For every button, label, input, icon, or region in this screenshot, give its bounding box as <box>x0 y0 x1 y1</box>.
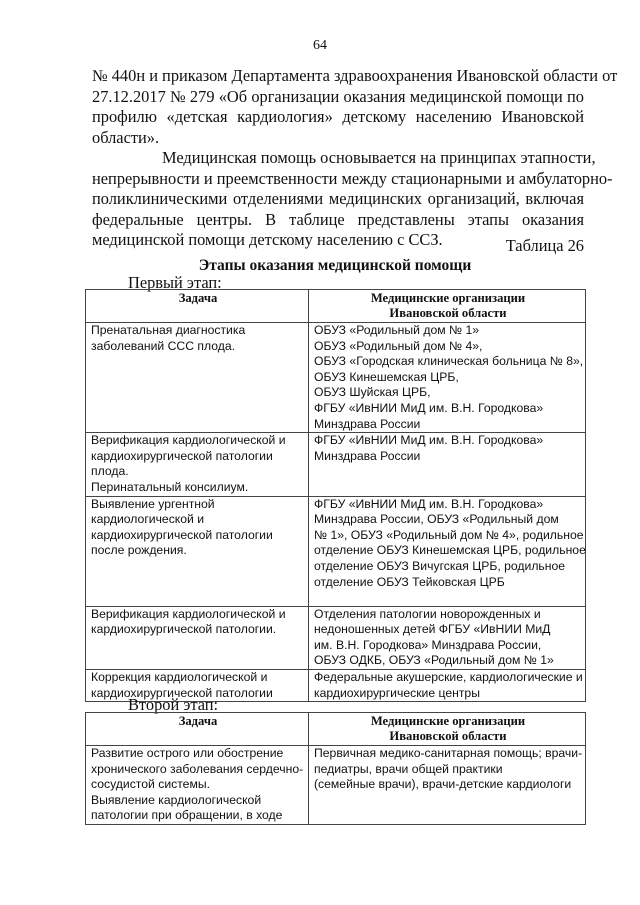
task-cell <box>86 496 309 606</box>
cell-text-line: патологии при обращении, в ходе <box>91 808 283 823</box>
table-row <box>86 746 586 825</box>
table-row <box>86 496 586 606</box>
cell-text-line: хронического заболевания сердечно- <box>91 761 304 776</box>
header-task <box>86 713 309 746</box>
cell-text-line: им. В.Н. Городкова» Минздрава России, <box>314 637 542 652</box>
cell-text-line: недоношенных детей ФГБУ «ИвНИИ МиД <box>314 622 551 637</box>
text-line: федеральные центры. В таблице представлены этапы оказания <box>92 209 584 229</box>
cell-text-line: кардиохирургической патологии. <box>91 622 277 637</box>
header-orgs <box>309 713 586 746</box>
table-header-row <box>86 713 586 746</box>
text-line: непрерывности и преемственности между стационарными и амбулаторно- <box>92 168 613 188</box>
cell-text-line: Выявление ургентной <box>91 496 215 511</box>
header-task <box>86 290 309 323</box>
header-task-label: Задача <box>178 291 218 305</box>
text-line: № 440н и приказом Департамента здравоохранения Ивановской области от <box>92 66 618 85</box>
task-cell <box>86 606 309 669</box>
text-line: поликлиническими отделениями медицинских организаций, включая <box>92 189 584 209</box>
cell-text-line: ФГБУ «ИвНИИ МиД им. В.Н. Городкова» <box>314 433 544 448</box>
cell-text-line: кардиохирургические центры <box>314 685 480 700</box>
cell-text-line: № 1», ОБУЗ «Родильный дом № 4», родильное <box>314 527 584 542</box>
cell-text-line: Верификация кардиологической и <box>91 606 286 621</box>
orgs-cell <box>309 323 586 433</box>
orgs-cell <box>309 670 586 702</box>
table-row <box>86 433 586 496</box>
table-row <box>86 323 586 433</box>
table-number: Таблица 26 <box>505 236 584 255</box>
cell-text-line: ОБУЗ «Родильный дом № 4», <box>314 338 483 353</box>
text-line: 27.12.2017 № 279 «Об организации оказания медицинской помощи по <box>92 86 584 106</box>
paragraph-order-reference <box>92 66 618 148</box>
cell-text-line: Минздрава России <box>314 448 421 463</box>
stage1-label: Первый этап: <box>128 273 222 292</box>
header-orgs-line: Ивановской области <box>389 729 507 743</box>
table-title: Этапы оказания медицинской помощи <box>198 257 472 274</box>
cell-text-line: Коррекция кардиологической и <box>91 670 268 685</box>
cell-text-line: плода. <box>91 464 129 479</box>
cell-text-line: кардиохирургической патологии <box>91 527 273 542</box>
header-orgs-line: Ивановской области <box>389 306 507 320</box>
cell-text-line: Верификация кардиологической и <box>91 433 286 448</box>
cell-text-line: Перинатальный консилиум. <box>91 479 249 494</box>
cell-text-line: ФГБУ «ИвНИИ МиД им. В.Н. Городкова» <box>314 496 544 511</box>
text-line: области». <box>92 127 160 147</box>
cell-text-line: (семейные врачи), врачи-детские кардиологи <box>314 777 572 792</box>
cell-text-line: кардиологической и <box>91 512 205 527</box>
stage2-label: Второй этап: <box>128 695 219 714</box>
cell-text-line: отделение ОБУЗ Тейковская ЦРБ <box>314 574 505 589</box>
stage2-table <box>85 712 586 825</box>
cell-text-line: Федеральные акушерские, кардиологические и <box>314 670 583 685</box>
cell-text-line: отделение ОБУЗ Кинешемская ЦРБ, родильное <box>314 543 586 558</box>
orgs-cell <box>309 433 586 496</box>
cell-text-line: ОБУЗ «Родильный дом № 1» <box>314 323 480 337</box>
orgs-cell <box>309 746 586 825</box>
table-header-row <box>86 290 586 323</box>
orgs-cell <box>309 496 586 606</box>
stage1-table <box>85 289 586 702</box>
cell-text-line: Выявление кардиологической <box>91 792 262 807</box>
table-row <box>86 606 586 669</box>
cell-text-line: Развитие острого или обострение <box>91 746 284 760</box>
cell-text-line: Первичная медико-санитарная помощь; врачи- <box>314 746 583 760</box>
cell-text-line: ОБУЗ Кинешемская ЦРБ, <box>314 369 459 384</box>
cell-text-line: после рождения. <box>91 543 187 558</box>
header-task-label: Задача <box>178 714 218 728</box>
cell-text-line: Отделения патологии новорожденных и <box>314 606 541 621</box>
page-number: 64 <box>313 38 327 53</box>
task-cell <box>86 433 309 496</box>
cell-text-line: ОБУЗ «Городская клиническая больница № 8», <box>314 354 584 369</box>
header-orgs-line: Медицинские организации <box>370 714 526 728</box>
cell-text-line: Пренатальная диагностика <box>91 323 246 337</box>
cell-text-line: кардиохирургической патологии <box>91 685 273 700</box>
cell-text-line: ОБУЗ Шуйская ЦРБ, <box>314 385 431 400</box>
orgs-cell <box>309 606 586 669</box>
cell-text-line: Минздрава России, ОБУЗ «Родильный дом <box>314 512 559 527</box>
text-line: медицинской помощи детскому населению с ССЗ. <box>92 230 443 250</box>
cell-text-line: педиатры, врачи общей практики <box>314 761 503 776</box>
cell-text-line: сосудистой системы. <box>91 777 210 792</box>
cell-text-line: заболеваний ССС плода. <box>91 338 236 353</box>
cell-text-line: ОБУЗ ОДКБ, ОБУЗ «Родильный дом № 1» <box>314 653 554 668</box>
header-orgs-line: Медицинские организации <box>370 291 526 305</box>
text-line: Медицинская помощь основывается на принципах этапности, <box>162 148 596 167</box>
cell-text-line <box>314 590 582 606</box>
task-cell <box>86 746 309 825</box>
cell-text-line: ФГБУ «ИвНИИ МиД им. В.Н. Городкова» <box>314 400 544 415</box>
cell-text-line: отделение ОБУЗ Вичугская ЦРБ, родильное <box>314 558 566 573</box>
cell-text-line: кардиохирургической патологии <box>91 448 273 463</box>
cell-text-line: Минздрава России <box>314 416 421 431</box>
task-cell <box>86 323 309 433</box>
text-line: профилю «детская кардиология» детскому населению Ивановской <box>92 107 584 127</box>
header-orgs <box>309 290 586 323</box>
